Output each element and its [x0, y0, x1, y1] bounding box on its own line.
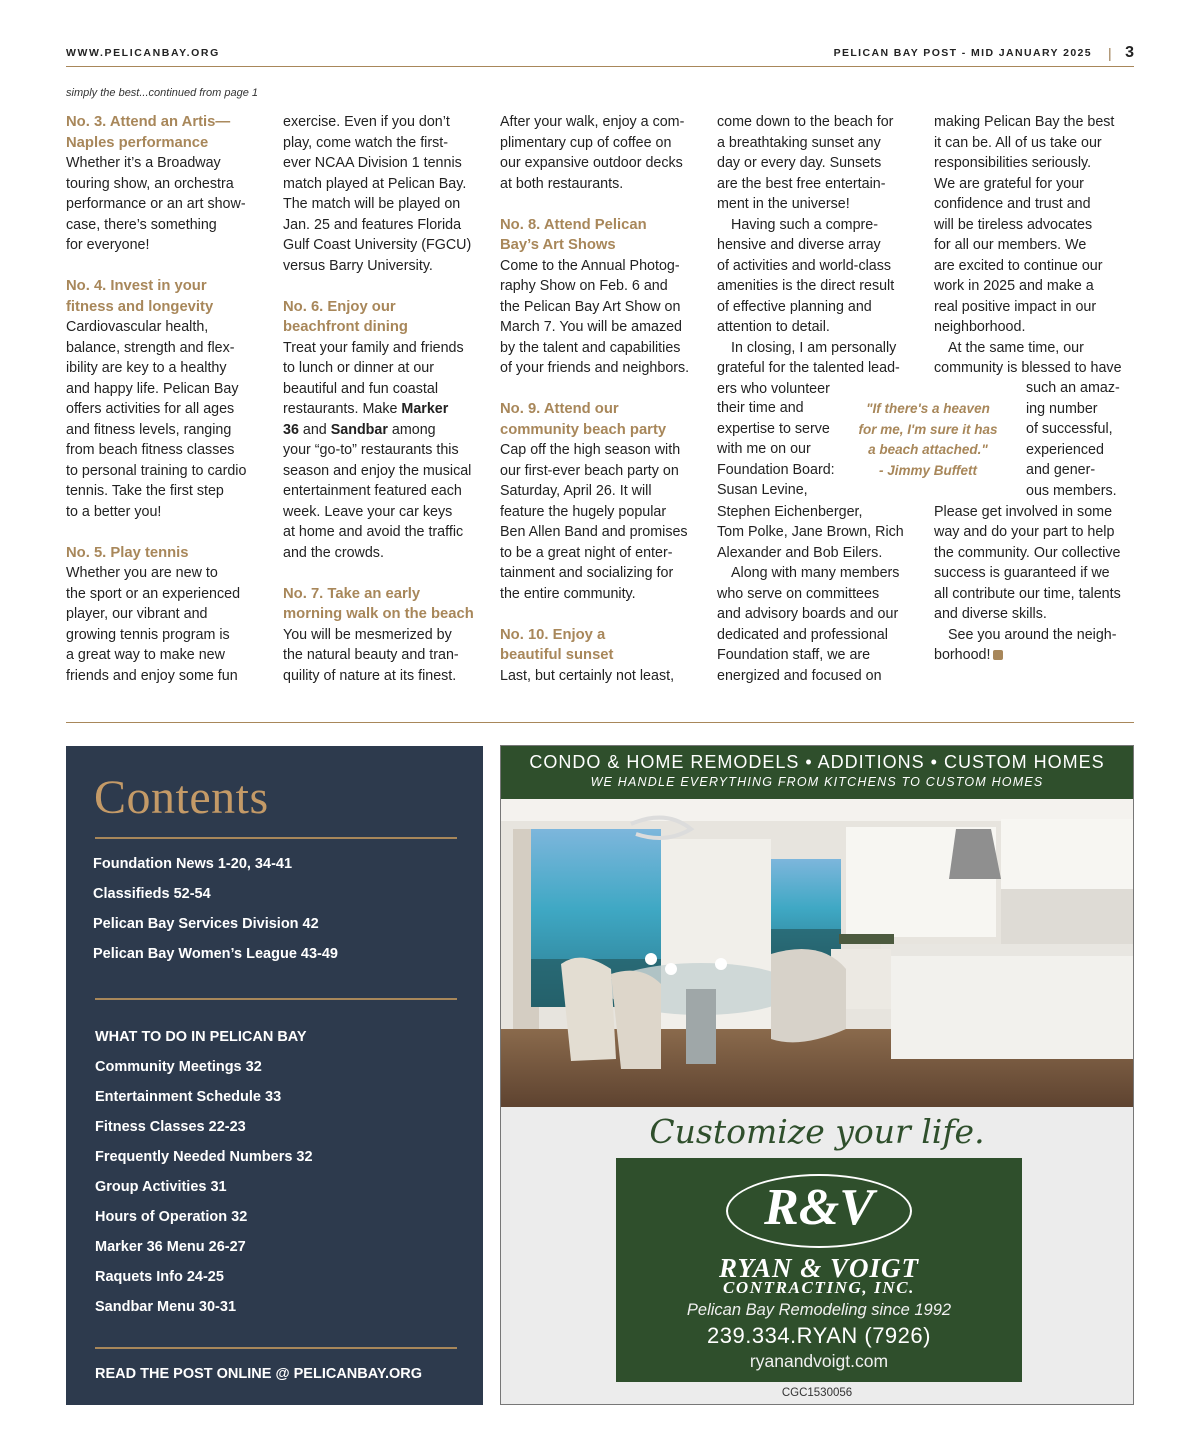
contents-box: [66, 746, 483, 1405]
item-body: Stephen Eichenberger, Tom Polke, Jane Brown, Rich Alexander and Bob Eilers.: [717, 503, 904, 561]
contents-item[interactable]: Raquets Info 24-25: [95, 1269, 224, 1285]
contents-section-1: [93, 849, 338, 969]
ryan-voigt-advertisement: [500, 745, 1134, 1405]
company-name: RYAN & VOIGT: [718, 1253, 920, 1283]
ad-website[interactable]: ryanandvoigt.com: [749, 1351, 889, 1371]
contents-rule: [95, 1347, 457, 1349]
contents-item[interactable]: Fitness Classes 22-23: [95, 1119, 246, 1135]
item-body: come down to the beach for a breathtaking sunset any day or every day. Sunsets are the best free entertain- ment in the universe!: [717, 114, 894, 212]
contents-item[interactable]: Community Meetings 32: [95, 1059, 262, 1075]
contents-rule: [95, 837, 457, 839]
end-mark-icon: [993, 650, 1003, 660]
item-heading: No. 7. Take an early morning walk on the beach: [283, 585, 474, 622]
item-body: [934, 625, 1139, 666]
contents-section-2: [95, 1022, 313, 1322]
ad-subline: WE HANDLE EVERYTHING FROM KITCHENS TO CUSTOM HOMES: [590, 775, 1044, 789]
rv-logo: R&V: [764, 1179, 874, 1236]
item-body: Come to the Annual Photog- raphy Show on Feb. 6 and the Pelican Bay Art Show on March 7. You will be amazed by the talent and capabilities of your friends and neighbors.: [500, 257, 690, 376]
ad-tagline: Customize your life.: [649, 1112, 985, 1151]
sandbar-name: Sandbar: [330, 421, 388, 438]
item-body: You will be mesmerized by the natural beauty and tran- quility of nature at its finest.: [283, 626, 459, 684]
ad-phone[interactable]: 239.334.RYAN (7926): [707, 1323, 931, 1348]
kitchen-illustration: [501, 799, 1133, 1107]
body-text: among your “go-to” restaurants this season and enjoy the musical entertainment featured each week. Leave your car keys at home and avoid the traffic and the crowds.: [283, 421, 472, 561]
contents-item[interactable]: Foundation News 1-20, 34-41: [93, 856, 293, 872]
ad-since: Pelican Bay Remodeling since 1992: [686, 1301, 952, 1319]
item-body: In closing, I am personally grateful for the talented lead- ers who volunteer: [717, 339, 900, 397]
ad-company-card: [616, 1158, 1022, 1382]
contents-item[interactable]: Marker 36 Menu 26-27: [95, 1239, 246, 1255]
body-text: and: [298, 421, 331, 438]
contents-item[interactable]: Sandbar Menu 30-31: [95, 1299, 237, 1315]
item-body: Cap off the high season with our first-ever beach party on Saturday, April 26. It will feature the hugely popular Ben Allen Band and promises to be a great night of enter- tainment and socializing for the entire community.: [500, 442, 688, 602]
header-separator: |: [1108, 45, 1114, 61]
article-column-2: [283, 112, 488, 686]
item-body: exercise. Even if you don’t play, come watch the first- ever NCAA Division 1 tennis match played at Pelican Bay. The match will be played on Jan. 25 and features Florida Gulf Coast University (FGCU) versus Barry University.: [283, 114, 472, 274]
item-body: After your walk, enjoy a com- plimentary cup of coffee on our expansive outdoor decks at both restaurants.: [500, 114, 685, 192]
contents-item[interactable]: Pelican Bay Women’s League 43-49: [93, 946, 338, 962]
article-column-1: [66, 112, 271, 686]
contents-item[interactable]: Classifieds 52-54: [93, 886, 211, 902]
site-url: WWW.PELICANBAY.ORG: [66, 47, 220, 59]
body-text: Treat your family and friends to lunch or dinner at our beautiful and fun coastal restaurants. Make: [283, 339, 464, 417]
contents-item[interactable]: Hours of Operation 32: [95, 1209, 248, 1225]
item-heading: No. 4. Invest in your fitness and longevity: [66, 278, 214, 315]
ad-services: CONDO & HOME REMODELS • ADDITIONS • CUSTOM HOMES: [529, 752, 1105, 772]
kitchen-photo: [501, 799, 1133, 1107]
item-body: At the same time, our community is blessed to have: [934, 339, 1122, 376]
item-heading: No. 3. Attend an Artis— Naples performance: [66, 114, 231, 151]
section-rule: [66, 722, 1134, 723]
item-heading: No. 6. Enjoy our beachfront dining: [283, 298, 408, 335]
contents-item[interactable]: Pelican Bay Services Division 42: [93, 916, 319, 932]
item-body: Along with many members who serve on committees and advisory boards and our dedicated and professional Foundation staff, we are energized and focused on: [717, 565, 900, 684]
item-body: Having such a compre- hensive and diverse array of activities and world-class amenities is the direct result of effective planning and attention to detail.: [717, 216, 895, 335]
contents-title: Contents: [94, 771, 269, 824]
item-body: Last, but certainly not least,: [500, 667, 675, 684]
company-type: CONTRACTING, INC.: [722, 1278, 916, 1297]
contents-item[interactable]: Entertainment Schedule 33: [95, 1089, 282, 1105]
item-body: Cardiovascular health, balance, strength and flex- ibility are key to a healthy and happy life. Pelican Bay offers activities for all ages and fitness levels, ranging from beach fitness classes to personal training to cardio tennis. Take the first step to a better you!: [66, 319, 247, 520]
issue-title: PELICAN BAY POST - MID JANUARY 2025: [833, 47, 1093, 59]
item-heading: No. 10. Enjoy a beautiful sunset: [500, 626, 614, 663]
item-body: Whether it’s a Broadway touring show, an orchestra performance or an art show- case, there’s something for everyone!: [66, 155, 246, 253]
marker-36-name: Marker 36: [283, 401, 449, 438]
item-body: Please get involved in some way and do your part to help the community. Our collective success is guaranteed if we all contribute our time, talents and diverse skills.: [934, 503, 1121, 622]
article-column-3: [500, 112, 705, 686]
page-number: 3: [1125, 44, 1134, 61]
wrapped-text: such an amaz- ing number of successful, experienced and gener- ous members.: [1026, 380, 1120, 499]
issue-header: [834, 44, 1134, 62]
license-number: CGC1530056: [781, 1387, 853, 1399]
read-online-link[interactable]: READ THE POST ONLINE @ PELICANBAY.ORG: [95, 1366, 423, 1382]
item-heading: No. 8. Attend Pelican Bay’s Art Shows: [500, 216, 647, 253]
item-heading: No. 9. Attend our community beach party: [500, 401, 667, 438]
item-body: making Pelican Bay the best it can be. All of us take our responsibilities seriously. We are grateful for your confidence and trust and will be tireless advocates for all our members. We are excited to continue our work in 2025 and make a real positive impact in our neighborhood.: [934, 114, 1115, 335]
item-heading: No. 5. Play tennis: [66, 544, 189, 561]
contents-section-heading: WHAT TO DO IN PELICAN BAY: [95, 1029, 307, 1045]
header-rule: [66, 66, 1134, 67]
contents-item[interactable]: Frequently Needed Numbers 32: [95, 1149, 313, 1165]
item-body: [283, 338, 488, 564]
closing-text: See you around the neigh- borhood!: [934, 626, 1117, 663]
ad-banner: [501, 746, 1133, 799]
pull-quote: "If there's a heaven for me, I'm sure it has a beach attached." - Jimmy Buffett: [858, 401, 998, 478]
item-body: Whether you are new to the sport or an experienced player, our vibrant and growing tennis program is a great way to make new friends and enjoy some fun: [66, 565, 241, 684]
contents-item[interactable]: Group Activities 31: [95, 1179, 227, 1195]
continued-note: simply the best...continued from page 1: [66, 87, 258, 99]
contents-rule: [95, 998, 457, 1000]
wrapped-text: their time and expertise to serve with me on our Foundation Board: Susan Levine,: [717, 400, 835, 498]
